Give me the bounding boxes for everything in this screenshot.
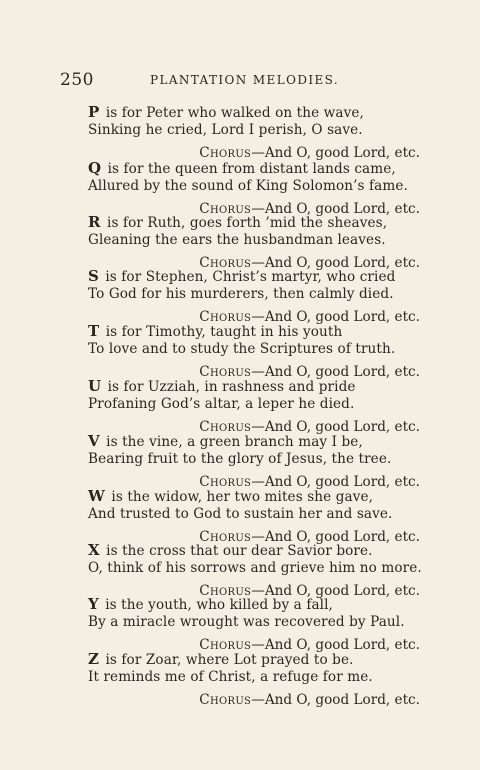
- chorus-label: Chorus: [199, 637, 252, 653]
- running-head: PLANTATION MELODIES.: [150, 73, 340, 87]
- chorus-text: —And O, good Lord, etc.: [251, 583, 420, 599]
- chorus-label: Chorus: [199, 692, 252, 708]
- verse-text: is for Ruth, goes forth ’mid the sheaves,: [107, 215, 388, 231]
- stanza: [88, 323, 420, 381]
- chorus-label: Chorus: [199, 309, 252, 325]
- verse-line-2: By a miracle wrought was recovered by Paul.: [88, 614, 405, 630]
- stanza-letter: S: [88, 267, 99, 285]
- chorus-label: Chorus: [199, 201, 252, 217]
- stanza-letter: Q: [88, 159, 102, 177]
- stanza: [88, 104, 420, 162]
- chorus-text: —And O, good Lord, etc.: [251, 419, 420, 435]
- stanza: [88, 214, 420, 272]
- stanza-letter: T: [88, 322, 100, 340]
- chorus-text: —And O, good Lord, etc.: [251, 201, 420, 217]
- stanza-letter: P: [88, 103, 100, 121]
- stanza-letter: R: [88, 213, 101, 231]
- verse-line-2: To love and to study the Scriptures of truth.: [88, 341, 396, 357]
- chorus-text: —And O, good Lord, etc.: [251, 145, 420, 161]
- chorus-text: —And O, good Lord, etc.: [251, 255, 420, 271]
- stanza: [88, 488, 420, 546]
- chorus-line: [88, 692, 420, 709]
- verse-line-2: O, think of his sorrows and grieve him no more.: [88, 560, 422, 576]
- stanza-letter: W: [88, 487, 105, 505]
- stanza-letter: X: [88, 541, 100, 559]
- verse-line-1: [88, 268, 420, 286]
- verse-text: is the youth, who killed by a fall,: [105, 597, 333, 613]
- stanza: [88, 433, 420, 491]
- verse-line-1: [88, 214, 420, 232]
- verse-text: is for Timothy, taught in his youth: [105, 324, 343, 340]
- stanza: [88, 268, 420, 326]
- page-number: 250: [60, 70, 94, 90]
- verse-text: is the cross that our dear Savior bore.: [106, 543, 373, 559]
- verse-line-1: [88, 488, 420, 506]
- chorus-text: —And O, good Lord, etc.: [251, 637, 420, 653]
- chorus-label: Chorus: [199, 145, 252, 161]
- verse-line-1: [88, 104, 420, 122]
- verse-line-2: Allured by the sound of King Solomon’s fame.: [88, 178, 408, 194]
- verse-line-2: Profaning God’s altar, a leper he died.: [88, 396, 355, 412]
- stanza-letter: Z: [88, 650, 100, 668]
- verse-line-1: [88, 323, 420, 341]
- chorus-text: —And O, good Lord, etc.: [251, 692, 420, 708]
- stanza-letter: U: [88, 377, 102, 395]
- chorus-label: Chorus: [199, 419, 252, 435]
- stanza: [88, 542, 420, 600]
- verse-line-1: [88, 433, 420, 451]
- verse-line-1: [88, 596, 420, 614]
- verse-text: is the vine, a green branch may I be,: [106, 434, 363, 450]
- chorus-text: —And O, good Lord, etc.: [251, 474, 420, 490]
- stanza: [88, 596, 420, 654]
- verse-line-1: [88, 542, 420, 560]
- chorus-label: Chorus: [199, 364, 252, 380]
- verse-line-2: Sinking he cried, Lord I perish, O save.: [88, 122, 363, 138]
- verse-text: is the widow, her two mites she gave,: [111, 489, 374, 505]
- stanza-letter: V: [88, 432, 100, 450]
- verse-text: is for the queen from distant lands came,: [107, 161, 396, 177]
- stanza: [88, 378, 420, 436]
- verse-text: is for Stephen, Christ’s martyr, who cried: [105, 269, 396, 285]
- chorus-text: —And O, good Lord, etc.: [251, 364, 420, 380]
- verse-line-2: And trusted to God to sustain her and save.: [88, 506, 393, 522]
- verse-line-2: Gleaning the ears the husbandman leaves.: [88, 232, 386, 248]
- chorus-label: Chorus: [199, 529, 252, 545]
- chorus-text: —And O, good Lord, etc.: [251, 309, 420, 325]
- verse-line-1: [88, 160, 420, 178]
- chorus-label: Chorus: [199, 255, 252, 271]
- chorus-label: Chorus: [199, 474, 252, 490]
- verse-text: is for Peter who walked on the wave,: [105, 105, 364, 121]
- stanza: [88, 651, 420, 709]
- verse-line-2: It reminds me of Christ, a refuge for me.: [88, 669, 373, 685]
- verse-text: is for Uzziah, in rashness and pride: [107, 379, 356, 395]
- verse-line-2: To God for his murderers, then calmly died.: [88, 286, 394, 302]
- chorus-label: Chorus: [199, 583, 252, 599]
- stanza: [88, 160, 420, 218]
- page-header: [60, 70, 420, 90]
- verse-text: is for Zoar, where Lot prayed to be.: [105, 652, 354, 668]
- stanza-letter: Y: [88, 595, 99, 613]
- verse-line-1: [88, 651, 420, 669]
- chorus-text: —And O, good Lord, etc.: [251, 529, 420, 545]
- verse-line-2: Bearing fruit to the glory of Jesus, the tree.: [88, 451, 392, 467]
- verse-line-1: [88, 378, 420, 396]
